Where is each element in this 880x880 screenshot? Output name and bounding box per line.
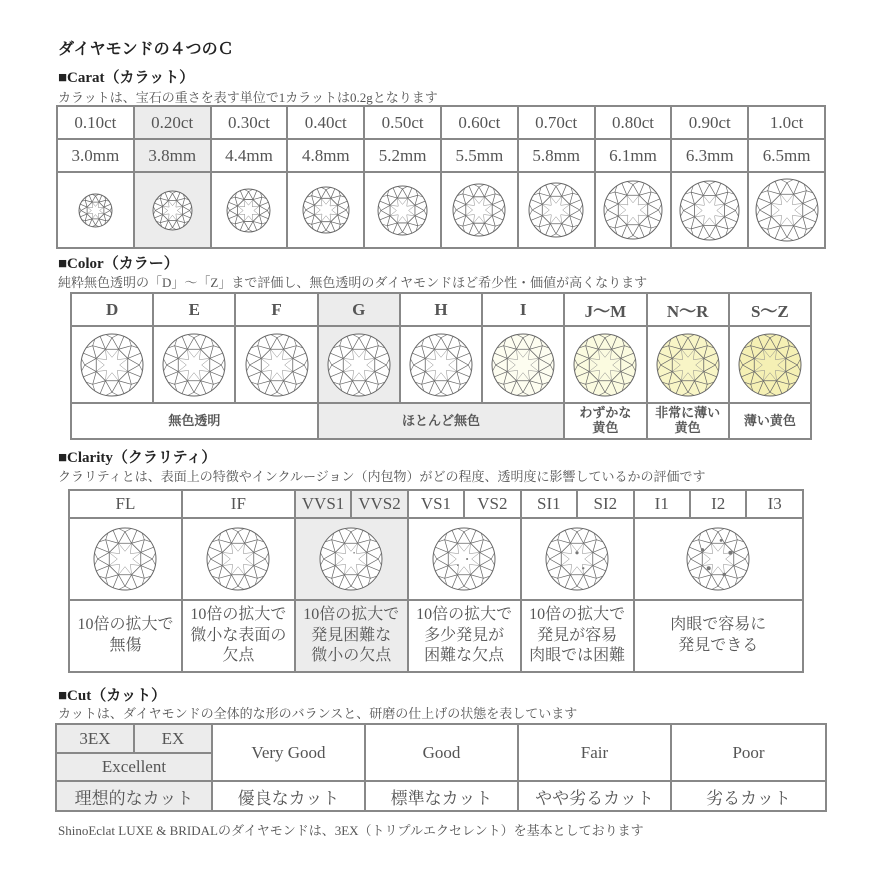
carat-diamond-cell	[211, 172, 288, 248]
carat-diameter: 3.8mm	[134, 139, 211, 172]
clarity-grade-label: I3	[746, 490, 803, 518]
cut-grade-3ex: 3EX	[56, 724, 134, 753]
color-diamond-cell	[71, 326, 153, 403]
clarity-description-cell: 10倍の拡大で 無傷	[69, 600, 182, 672]
carat-diamond-cell	[518, 172, 595, 248]
color-diamond-cell	[318, 326, 400, 403]
carat-diameter: 4.4mm	[211, 139, 288, 172]
cut-desc-ideal: 理想的なカット	[56, 781, 212, 811]
diamond-icon	[656, 333, 720, 397]
diamond-icon	[162, 333, 226, 397]
color-description: 純粋無色透明の「D」～「Z」まで評価し、無色透明のダイヤモンドほど希少性・価値が高くなります	[58, 275, 648, 290]
carat-weight: 0.10ct	[57, 106, 134, 139]
clarity-description: クラリティとは、表面上の特徴やインクルージョン（内包物）がどの程度、透明度に影響しているかの評価です	[58, 469, 706, 484]
carat-weight: 0.90ct	[671, 106, 748, 139]
color-group-label: わずかな 黄色	[564, 403, 646, 439]
carat-diamond-cell	[134, 172, 211, 248]
carat-diamond-cell	[748, 172, 825, 248]
clarity-diamond-cell	[521, 518, 634, 600]
clarity-heading: ■Clarity（クラリティ）	[58, 450, 217, 466]
carat-weight: 0.30ct	[211, 106, 288, 139]
diamond-icon	[545, 527, 609, 591]
diamond-icon	[206, 527, 270, 591]
clarity-diamond-cell	[634, 518, 803, 600]
cut-table	[55, 723, 827, 812]
color-group-label: 無色透明	[71, 403, 318, 439]
carat-heading: ■Carat（カラット）	[58, 70, 195, 86]
cut-grade-good: Good	[365, 724, 518, 781]
diamond-icon	[573, 333, 637, 397]
diamond-icon	[226, 188, 271, 233]
clarity-grade-label: I2	[690, 490, 746, 518]
carat-weight: 1.0ct	[748, 106, 825, 139]
diamond-icon	[738, 333, 802, 397]
clarity-diamond-cell	[182, 518, 295, 600]
color-grade-label: D	[71, 293, 153, 326]
cut-desc-poor: 劣るカット	[671, 781, 826, 811]
carat-weight: 0.20ct	[134, 106, 211, 139]
carat-weight: 0.50ct	[364, 106, 441, 139]
diamond-icon	[755, 178, 819, 242]
diamond-icon	[377, 185, 428, 236]
color-grade-label: S～Z	[729, 293, 811, 326]
diamond-icon	[302, 186, 350, 234]
carat-description: カラットは、宝石の重さを表す単位で1カラットは0.2gとなります	[58, 90, 438, 105]
diamond-icon	[603, 180, 663, 240]
clarity-diamond-cell	[295, 518, 408, 600]
diamond-icon	[152, 190, 193, 231]
carat-table	[56, 105, 826, 249]
color-diamond-cell	[564, 326, 646, 403]
carat-diamond-cell	[671, 172, 748, 248]
clarity-description-cell: 10倍の拡大で 発見が容易 肉眼では困難	[521, 600, 634, 672]
clarity-description-cell: 10倍の拡大で 微小な表面の 欠点	[182, 600, 295, 672]
color-group-label: ほとんど無色	[318, 403, 565, 439]
clarity-diamond-cell	[408, 518, 521, 600]
cut-grade-ex: EX	[134, 724, 212, 753]
carat-weight: 0.60ct	[441, 106, 518, 139]
carat-weight: 0.80ct	[595, 106, 672, 139]
cut-desc-fair: やや劣るカット	[518, 781, 671, 811]
clarity-grade-label: IF	[182, 490, 295, 518]
clarity-grade-label: SI1	[521, 490, 577, 518]
diamond-icon	[327, 333, 391, 397]
page-title: ダイヤモンドの４つのＣ	[58, 41, 234, 58]
diamond-icon	[80, 333, 144, 397]
color-grade-label: E	[153, 293, 235, 326]
clarity-diamond-cell	[69, 518, 182, 600]
carat-diamond-cell	[57, 172, 134, 248]
carat-diamond-cell	[364, 172, 441, 248]
cut-description: カットは、ダイヤモンドの全体的な形のバランスと、研磨の仕上げの状態を表しています	[58, 706, 578, 721]
carat-weight: 0.70ct	[518, 106, 595, 139]
footer-note: ShinoEclat LUXE & BRIDALのダイヤモンドは、3EX（トリプルエクセレント）を基本としております	[58, 823, 644, 838]
diamond-icon	[679, 180, 740, 241]
color-heading: ■Color（カラー）	[58, 256, 179, 272]
color-grade-label: J～M	[564, 293, 646, 326]
clarity-grade-label: VS2	[464, 490, 520, 518]
clarity-table	[68, 489, 804, 673]
color-diamond-cell	[153, 326, 235, 403]
carat-diameter: 5.8mm	[518, 139, 595, 172]
cut-grade-very-good: Very Good	[212, 724, 365, 781]
carat-diamond-cell	[287, 172, 364, 248]
carat-diameter: 6.3mm	[671, 139, 748, 172]
diamond-icon	[78, 193, 113, 228]
clarity-grade-label: SI2	[577, 490, 633, 518]
cut-heading: ■Cut（カット）	[58, 688, 167, 704]
carat-diameter: 6.5mm	[748, 139, 825, 172]
color-diamond-cell	[729, 326, 811, 403]
cut-grade-excellent: Excellent	[56, 753, 212, 781]
color-grade-label: N～R	[647, 293, 729, 326]
cut-grade-fair: Fair	[518, 724, 671, 781]
color-diamond-cell	[482, 326, 564, 403]
cut-desc-very-good: 優良なカット	[212, 781, 365, 811]
color-diamond-cell	[235, 326, 317, 403]
color-grade-label: I	[482, 293, 564, 326]
diamond-icon	[93, 527, 157, 591]
clarity-description-cell: 10倍の拡大で 多少発見が 困難な欠点	[408, 600, 521, 672]
color-grade-label: F	[235, 293, 317, 326]
carat-diameter: 5.2mm	[364, 139, 441, 172]
clarity-grade-label: VVS2	[351, 490, 407, 518]
clarity-description-cell: 肉眼で容易に 発見できる	[634, 600, 803, 672]
cut-grade-poor: Poor	[671, 724, 826, 781]
diamond-icon	[528, 182, 584, 238]
color-group-label: 非常に薄い 黄色	[647, 403, 729, 439]
clarity-grade-label: I1	[634, 490, 690, 518]
color-diamond-cell	[400, 326, 482, 403]
diamond-icon	[245, 333, 309, 397]
color-table	[70, 292, 812, 440]
color-diamond-cell	[647, 326, 729, 403]
carat-diamond-cell	[441, 172, 518, 248]
clarity-grade-label: VVS1	[295, 490, 351, 518]
clarity-grade-label: FL	[69, 490, 182, 518]
carat-diameter: 6.1mm	[595, 139, 672, 172]
diamond-icon	[319, 527, 383, 591]
cut-desc-good: 標準なカット	[365, 781, 518, 811]
clarity-description-cell: 10倍の拡大で 発見困難な 微小の欠点	[295, 600, 408, 672]
carat-diameter: 3.0mm	[57, 139, 134, 172]
carat-weight: 0.40ct	[287, 106, 364, 139]
diamond-icon	[491, 333, 555, 397]
carat-diamond-cell	[595, 172, 672, 248]
carat-diameter: 4.8mm	[287, 139, 364, 172]
carat-diameter: 5.5mm	[441, 139, 518, 172]
color-group-label: 薄い黄色	[729, 403, 811, 439]
diamond-icon	[686, 527, 750, 591]
diamond-icon	[432, 527, 496, 591]
clarity-grade-label: VS1	[408, 490, 464, 518]
color-grade-label: H	[400, 293, 482, 326]
diamond-icon	[409, 333, 473, 397]
diamond-icon	[452, 183, 506, 237]
color-grade-label: G	[318, 293, 400, 326]
